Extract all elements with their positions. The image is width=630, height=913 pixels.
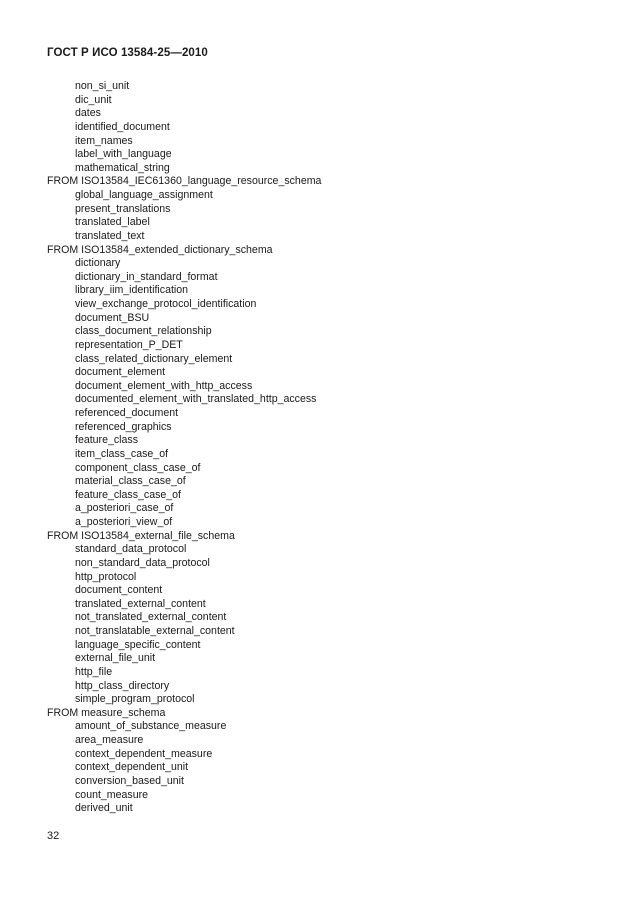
entity-reference-line: language_specific_content <box>75 638 201 651</box>
entity-reference-line: present_translations <box>75 202 171 215</box>
entity-reference-line: feature_class_case_of <box>75 488 182 501</box>
entity-reference-line: dictionary <box>75 257 121 270</box>
entity-reference-line: class_document_relationship <box>75 325 212 338</box>
entity-reference-line: http_class_directory <box>75 679 170 692</box>
entity-reference-line: http_file <box>75 665 113 678</box>
entity-reference-line: identified_document <box>75 120 170 133</box>
entity-reference-line: area_measure <box>75 734 144 746</box>
entity-reference-line: material_class_case_of <box>75 475 186 488</box>
entity-reference-line: translated_text <box>75 229 145 242</box>
entity-reference-line: document_content <box>75 584 163 597</box>
entity-reference-line: a_posteriori_view_of <box>75 516 173 528</box>
schema-reference-listing <box>47 80 607 816</box>
entity-reference-line: referenced_document <box>75 407 179 419</box>
page-number: 32 <box>47 830 60 842</box>
entity-reference-line: component_class_case_of <box>75 461 201 474</box>
entity-reference-line: document_BSU <box>75 311 150 324</box>
entity-reference-line: translated_external_content <box>75 597 206 610</box>
page-header: ГОСТ Р ИСО 13584-25—2010 <box>47 47 208 59</box>
entity-reference-line: dictionary_in_standard_format <box>75 270 218 283</box>
entity-reference-line: external_file_unit <box>75 652 156 665</box>
entity-reference-line: representation_P_DET <box>75 338 183 351</box>
entity-reference-line: not_translatable_external_content <box>75 625 235 637</box>
entity-reference-line: feature_class <box>75 434 139 447</box>
entity-reference-line: document_element <box>75 366 166 379</box>
entity-reference-line: view_exchange_protocol_identification <box>75 298 257 310</box>
schema-from-clause: FROM ISO13584_extended_dictionary_schema <box>47 243 273 256</box>
entity-reference-line: library_iim_identification <box>75 284 189 297</box>
entity-reference-line: derived_unit <box>75 802 133 815</box>
schema-from-clause: FROM ISO13584_external_file_schema <box>47 529 235 542</box>
entity-reference-line: not_translated_external_content <box>75 611 227 624</box>
entity-reference-line: translated_label <box>75 216 150 229</box>
entity-reference-line: non_standard_data_protocol <box>75 556 210 569</box>
schema-from-clause: FROM measure_schema <box>47 706 166 719</box>
entity-reference-line: referenced_graphics <box>75 420 172 433</box>
entity-reference-line: class_related_dictionary_element <box>75 352 233 365</box>
entity-reference-line: context_dependent_measure <box>75 747 213 760</box>
entity-reference-line: http_protocol <box>75 570 137 583</box>
schema-from-clause: FROM ISO13584_IEC61360_language_resource_schema <box>47 175 322 188</box>
entity-reference-line: count_measure <box>75 788 149 801</box>
entity-reference-line: dates <box>75 107 101 120</box>
entity-reference-line: conversion_based_unit <box>75 774 184 787</box>
entity-reference-line: document_element_with_http_access <box>75 379 253 392</box>
entity-reference-line: global_language_assignment <box>75 189 213 201</box>
entity-reference-line: mathematical_string <box>75 161 170 174</box>
entity-reference-line: item_class_case_of <box>75 447 169 460</box>
entity-reference-line: a_posteriori_case_of <box>75 502 174 515</box>
entity-reference-line: context_dependent_unit <box>75 761 189 774</box>
entity-reference-line: label_with_language <box>75 148 172 161</box>
entity-reference-line: documented_element_with_translated_http_access <box>75 393 317 406</box>
entity-reference-line: amount_of_substance_measure <box>75 720 227 733</box>
entity-reference-line: standard_data_protocol <box>75 543 187 556</box>
entity-reference-line: dic_unit <box>75 93 112 106</box>
entity-reference-line: non_si_unit <box>75 80 130 92</box>
entity-reference-line: item_names <box>75 134 133 147</box>
entity-reference-line: simple_program_protocol <box>75 693 195 706</box>
